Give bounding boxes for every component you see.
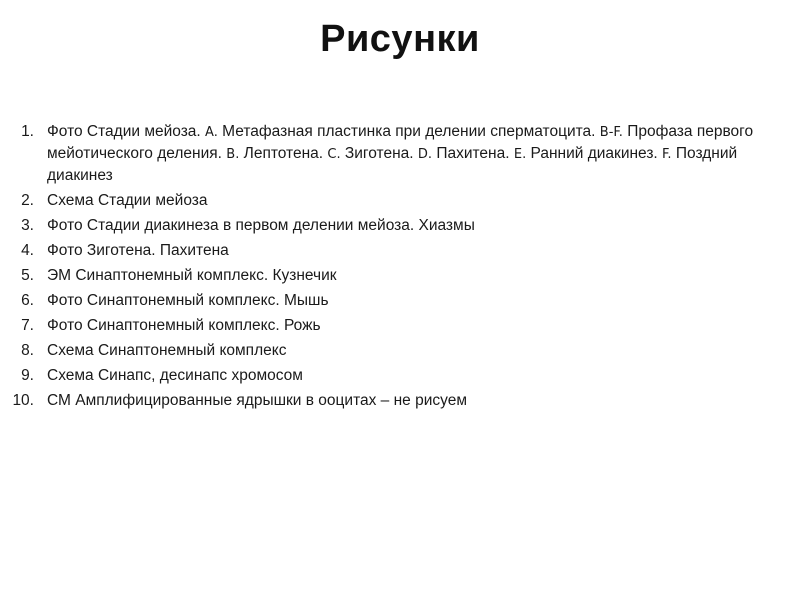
list-item-text: СМ Амплифицированные ядрышки в ооцитах – не рисуем [47, 392, 467, 409]
list-item-text: Фото Синаптонемный комплекс. Рожь [47, 317, 321, 334]
list-item [0, 390, 800, 411]
list-item-number: 9. [21, 367, 34, 384]
item-text-part: Поздний диакинез [47, 145, 738, 184]
list-item-text: Схема Стадии мейоза [47, 192, 208, 209]
list-item [0, 240, 800, 261]
item-letter-label: B-F. [599, 125, 623, 140]
list-item [0, 340, 800, 361]
list-item-number: 4. [21, 242, 34, 259]
item-text-part: Пахитена. [432, 145, 514, 162]
list-item [0, 215, 800, 236]
list-item [0, 315, 800, 336]
item-text-part: Метафазная пластинка при делении сперматоцита. [217, 123, 600, 140]
list-item-number: 7. [21, 317, 34, 334]
list-item [0, 265, 800, 286]
item-letter-label: E. [513, 147, 527, 162]
list-item-number: 8. [21, 342, 34, 359]
item-text-part: Лептотена. [239, 145, 328, 162]
item-letter-label: A. [205, 125, 218, 140]
list-item-number: 1. [21, 123, 34, 140]
figure-list [0, 121, 800, 415]
item-letter-label: B. [226, 147, 240, 162]
item-letter-label: D. [417, 147, 433, 162]
list-item-text: Фото Стадии диакинеза в первом делении мейоза. Хиазмы [47, 217, 475, 234]
list-item-number: 5. [21, 267, 34, 284]
list-item-text: Фото Синаптонемный комплекс. Мышь [47, 292, 329, 309]
list-item [0, 290, 800, 311]
item-text-part: Ранний диакинез. [526, 145, 663, 162]
slide-title: Рисунки [320, 18, 480, 60]
list-item-text: Схема Синапс, десинапс хромосом [47, 367, 303, 384]
list-item [0, 121, 800, 186]
list-item-number: 3. [21, 217, 34, 234]
list-item [0, 190, 800, 211]
item-text-part: Фото Стадии мейоза. [47, 123, 206, 140]
list-item-number: 6. [21, 292, 34, 309]
list-item-text: Схема Синаптонемный комплекс [47, 342, 287, 359]
item-text-part: Зиготена. [340, 145, 418, 162]
item-text-part: Профаза первого мейотического деления. [47, 123, 754, 162]
list-item [0, 365, 800, 386]
list-item-text: ЭМ Синаптонемный комплекс. Кузнечик [47, 267, 337, 284]
list-item-number: 10. [12, 392, 34, 409]
item-letter-label: F. [662, 147, 672, 162]
list-item-number: 2. [21, 192, 34, 209]
item-letter-label: C. [327, 147, 341, 162]
list-item-text: Фото Зиготена. Пахитена [47, 242, 229, 259]
